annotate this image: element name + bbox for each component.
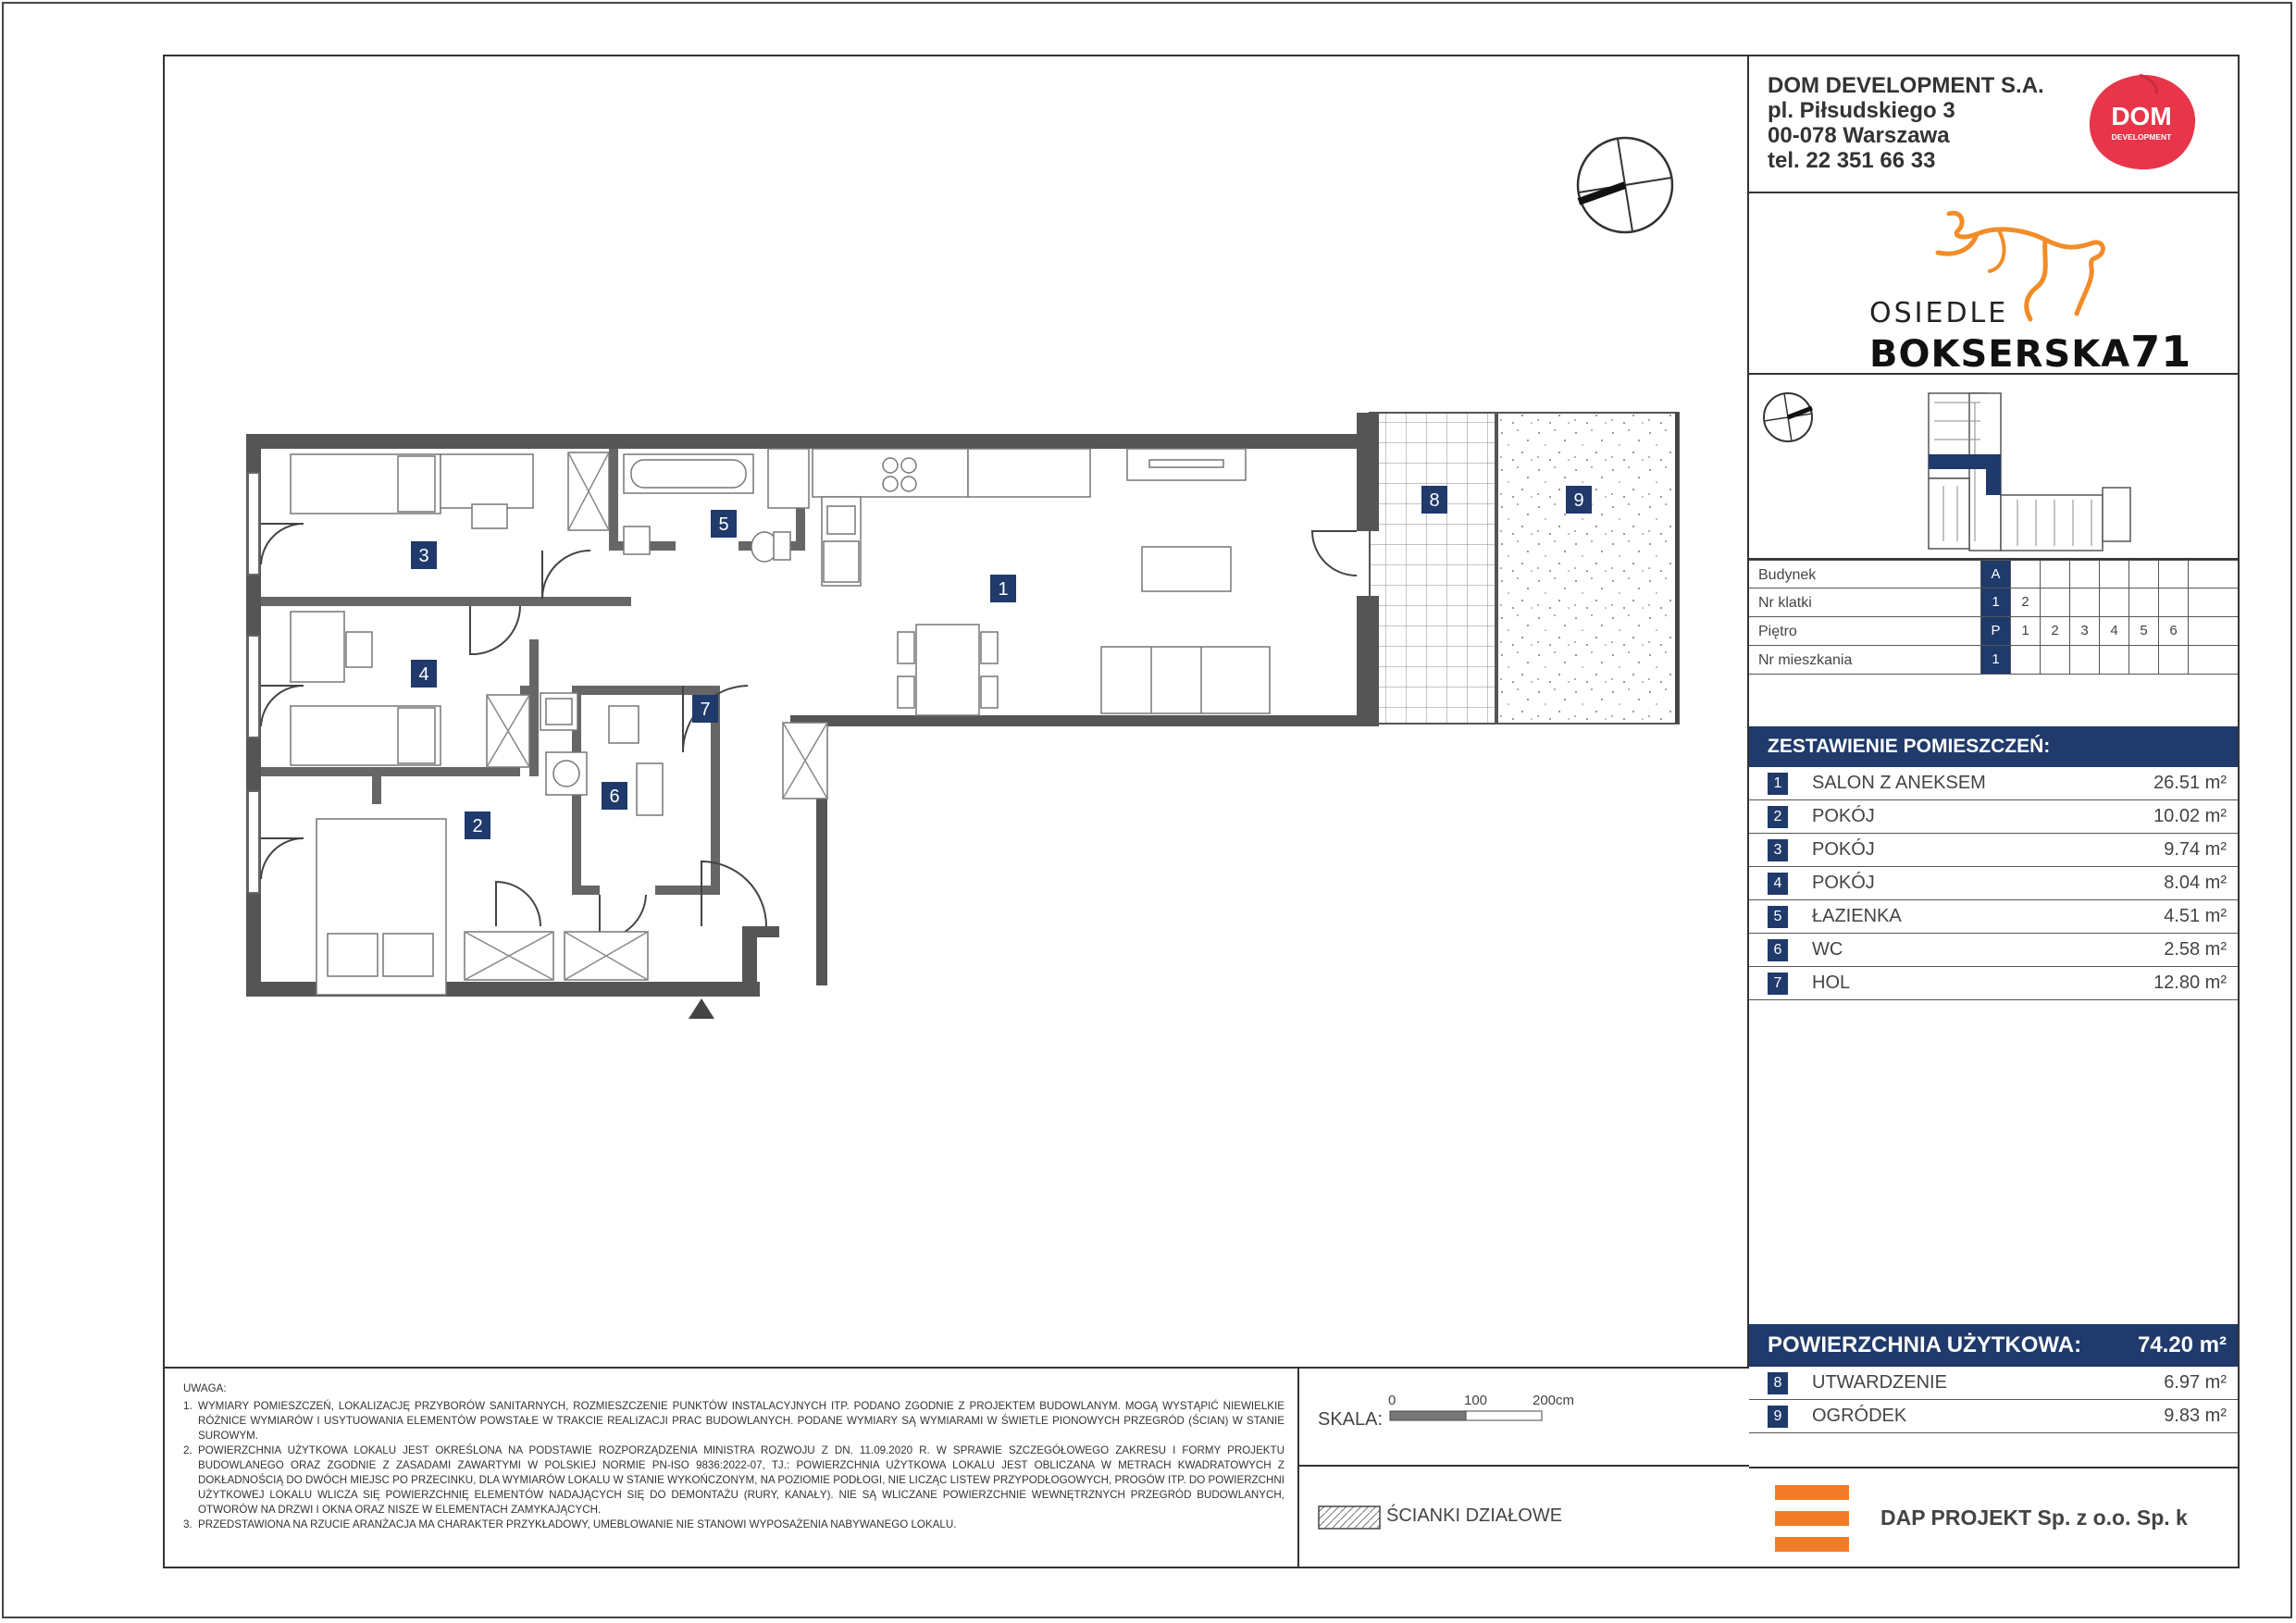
info-row-pietro: Piętro P 1 2 3 4 5 6 xyxy=(1749,617,2238,646)
note-number: 2. xyxy=(183,1444,192,1456)
legend-section xyxy=(1299,1467,1749,1567)
extra-row: 9 OGRÓDEK 9.83 m² xyxy=(1749,1400,2238,1433)
legend-label: ŚCIANKI DZIAŁOWE xyxy=(1386,1505,1563,1526)
scale-tick-0: 0 xyxy=(1388,1393,1396,1408)
keyplan-compass-icon xyxy=(1764,393,1812,441)
room-label-8: 8 xyxy=(1429,490,1440,511)
title-block xyxy=(1749,56,2238,1567)
company-header xyxy=(1749,56,2238,193)
company-phone: tel. 22 351 66 33 xyxy=(1768,148,1936,173)
info-row-mieszkanie: Nr mieszkania 1 xyxy=(1749,646,2238,675)
floor-plan xyxy=(165,56,1747,1365)
usable-area-label: POWIERZCHNIA UŻYTKOWA: xyxy=(1768,1332,2082,1357)
svg-text:DOM: DOM xyxy=(2111,102,2172,130)
scale-bar xyxy=(1386,1389,1590,1435)
logo-line-2 xyxy=(1869,327,2191,377)
company-info xyxy=(1768,73,2044,173)
room-row: 1 SALON Z ANEKSEM 26.51 m² xyxy=(1749,767,2238,800)
compass-icon xyxy=(1578,138,1672,232)
rooms-summary-list xyxy=(1749,767,2238,1000)
windows xyxy=(248,473,259,893)
room-row: 7 HOL 12.80 m² xyxy=(1749,967,2238,1000)
note-item xyxy=(183,1518,1285,1532)
room-row: 3 POKÓJ 9.74 m² xyxy=(1749,834,2238,867)
room-label-5: 5 xyxy=(718,514,729,535)
company-address-1: pl. Piłsudskiego 3 xyxy=(1768,98,1955,123)
dom-development-logo xyxy=(2084,69,2199,173)
note-text: PRZEDSTAWIONA NA RZUCIE ARANŻACJA MA CHARAKTER PRZYKŁADOWY, UMEBLOWANIE NIE STANOWI WYPOSAŻENIA NABYWANEGO LOKALU. xyxy=(198,1518,957,1530)
room-label-6: 6 xyxy=(609,787,620,807)
room-label-2: 2 xyxy=(472,816,483,836)
room-label-1: 1 xyxy=(998,579,1009,600)
room-label-4: 4 xyxy=(418,664,429,685)
project-logo xyxy=(1749,193,2238,375)
company-address-2: 00-078 Warszawa xyxy=(1768,123,1950,148)
extra-areas-list xyxy=(1749,1367,2238,1433)
logo-number: 71 xyxy=(2130,327,2192,377)
note-item xyxy=(183,1399,1285,1443)
info-row-klatka: Nr klatki 1 2 xyxy=(1749,588,2238,617)
room-row: 5 ŁAZIENKA 4.51 m² xyxy=(1749,900,2238,934)
note-text: WYMIARY POMIESZCZEŃ, LOKALIZACJĘ PRZYBORÓW SANITARNYCH, ROZMIESZCZENIE PUNKTÓW INSTALACYJNYCH ITP. PODANO ZGODNIE Z PROJEKTEM BUDOWLANYM. MOGĄ WYSTĄPIĆ NIEWIELKIE RÓŻNICE WYMIARÓW I USYTUOWANIA ELEMENTÓW POWSTAŁE W TRAKCIE REALIZACJI PRAC BUDOWLANYCH. PODANE WYMIARY SĄ WYMIARAMI W ŚWIETLE PIONOWYCH PRZEGRÓD (ŚCIAN) W STANIE SUROWYM. xyxy=(198,1400,1285,1442)
room-row: 6 WC 2.58 m² xyxy=(1749,934,2238,967)
note-number: 3. xyxy=(183,1518,192,1530)
usable-area-value: 74.20 m² xyxy=(2137,1332,2227,1357)
dap-projekt-logo xyxy=(1775,1485,1849,1552)
rooms-summary-title: ZESTAWIENIE POMIESZCZEŃ: xyxy=(1749,726,2238,767)
designer-name: DAP PROJEKT Sp. z o.o. Sp. k xyxy=(1880,1505,2188,1530)
note-text: POWIERZCHNIA UŻYTKOWA LOKALU JEST OKREŚLONA NA PODSTAWIE ROZPORZĄDZENIA MINISTRA ROZWOJU Z DN. 11.09.2020 R. W SPRAWIE SZCZEGÓŁOWEGO ZAKRESU I FORMY PROJEKTU BUDOWLANEGO ORAZ ZGODNIE Z ZASADAMI ZAWARTYMI W POLSKIEJ NORMIE PN-ISO 9836:2022-07, TJ.: POWIERZCHNIA UŻYTKOWA LOKALU JEST OBLICZANA W METRACH KWADRATOWYCH Z DOKŁADNOŚCIĄ DO DWÓCH MIEJSC PO PRZECINKU, DLA WYMIARÓW LOKALU W STANIE WYKOŃCZONYM, NA POZIOMIE PODŁOGI, NIE LICZĄC LISTEW PRZYPODŁOGOWYCH, PROGÓW ITP. DO POWIERZCHNI UŻYTKOWEJ LOKALU WLICZA SIĘ POWIERZCHNIĘ ELEMENTÓW NADAJĄCYCH SIĘ DO DEMONTAŻU (RURY, KANAŁY). NIE SĄ WLICZANE POWIERZCHNIE WEWNĘTRZNYCH PRZEGRÓD BUDOWLANYCH, OTWORÓW NA DRZWI I OKNA ORAZ NISZE W ELEMENTACH ZAMYKAJĄCYCH. xyxy=(198,1444,1285,1516)
room-row: 2 POKÓJ 10.02 m² xyxy=(1749,800,2238,834)
scale-tick-100: 100 xyxy=(1464,1393,1488,1408)
extra-row: 8 UTWARDZENIE 6.97 m² xyxy=(1749,1367,2238,1400)
key-plan-drawing xyxy=(1749,375,2236,558)
logo-line-1: OSIEDLE xyxy=(1869,297,2009,329)
usable-area-total xyxy=(1749,1324,2238,1367)
room-label-7: 7 xyxy=(700,700,711,720)
info-row-budynek: Budynek A xyxy=(1749,560,2238,588)
scale-tick-200: 200cm xyxy=(1533,1393,1575,1408)
company-name: DOM DEVELOPMENT S.A. xyxy=(1768,73,2044,98)
floor-plan-area xyxy=(165,56,1749,1367)
scale-label: SKALA: xyxy=(1318,1409,1384,1430)
room-label-3: 3 xyxy=(418,546,429,566)
notes-section xyxy=(165,1367,1299,1567)
key-plan xyxy=(1749,375,2238,560)
note-number: 1. xyxy=(183,1400,192,1412)
garden-area xyxy=(1497,413,1679,724)
drawing-sheet xyxy=(163,55,2240,1568)
designer-section xyxy=(1749,1467,2238,1567)
logo-name: BOKSERSKA xyxy=(1869,333,2131,376)
svg-text:DEVELOPMENT: DEVELOPMENT xyxy=(2111,132,2172,142)
room-label-9: 9 xyxy=(1573,490,1584,511)
note-item xyxy=(183,1443,1285,1518)
apartment-info-table xyxy=(1749,560,2238,675)
partition-hatch-icon xyxy=(1318,1505,1381,1530)
keyplan-apartment-highlight xyxy=(1929,454,2001,469)
scale-section xyxy=(1299,1367,1749,1467)
room-row: 4 POKÓJ 8.04 m² xyxy=(1749,867,2238,900)
entrance-icon xyxy=(689,998,714,1019)
notes-title: UWAGA: xyxy=(183,1382,227,1394)
terrace-area xyxy=(1370,413,1496,724)
